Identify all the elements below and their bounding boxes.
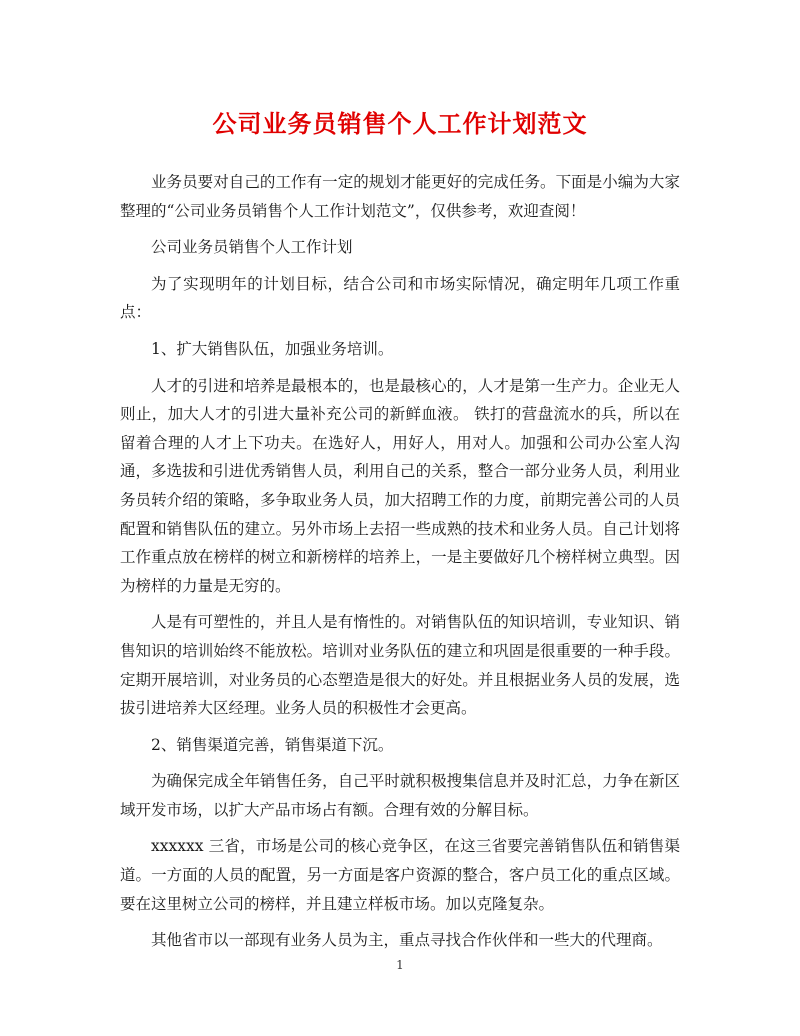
document-body [120, 168, 680, 963]
document-title: 公司业务员销售个人工作计划范文 [212, 109, 588, 138]
paragraph-other-provinces: 其他省市以一部现有业务人员为主，重点寻找合作伙伴和一些大的代理商。 [151, 931, 663, 950]
paragraph-talent: 人才的引进和培养是最根本的，也是最核心的，人才是第一生产力。企业无人则止，加大人才的引进大量补充公司的新鲜血液。 铁打的营盘流水的兵，所以在留着合理的人才上下功夫。在选好人，用好人，用对人。加强和公司办公室人沟通，多选拔和引进优秀销售人员，利用自己的关系，整合一部分业务人员，利用业务员转介绍的策略，多争取业务人员，加大招聘工作的力度，前期完善公司的人员配置和销售队伍的建立。另外市场上去招一些成熟的技术和业务人员。自己计划将工作重点放在榜样的树立和新榜样的培养上，一是主要做好几个榜样树立典型。因为榜样的力量是无穷的。 [120, 376, 680, 595]
paragraph-goal: 为了实现明年的计划目标，结合公司和市场实际情况，确定明年几项工作重点： [120, 274, 680, 322]
section-heading-2: 2、销售渠道完善，销售渠道下沉。 [151, 735, 394, 754]
paragraph-intro: 业务员要对自己的工作有一定的规划才能更好的完成任务。下面是小编为大家整理的“公司业务员销售个人工作计划范文”，仅供参考，欢迎查阅！ [120, 173, 680, 220]
page-number: 1 [396, 958, 404, 972]
paragraph-training: 人是有可塑性的，并且人是有惰性的。对销售队伍的知识培训，专业知识、销售知识的培训始终不能放松。培训对业务队伍的建立和巩固是很重要的一种手段。定期开展培训，对业务员的心态塑造是很大的好处。并且根据业务人员的发展，选拔引进培养大区经理。业务人员的积极性才会更高。 [120, 613, 680, 718]
paragraph-subtitle: 公司业务员销售个人工作计划 [151, 238, 353, 257]
section-heading-1: 1、扩大销售队伍，加强业务培训。 [151, 339, 394, 358]
paragraph-sales-task: 为确保完成全年销售任务，自己平时就积极搜集信息并及时汇总，力争在新区域开发市场，以扩大产品市场占有额。合理有效的分解目标。 [120, 772, 680, 819]
paragraph-core-region: xxxxxx 三省，市场是公司的核心竞争区，在这三省要完善销售队伍和销售渠道。一方面的人员的配置，另一方面是客户资源的整合，客户员工化的重点区域。要在这里树立公司的榜样，并且建立样板市场。加以克隆复杂。 [120, 837, 680, 913]
